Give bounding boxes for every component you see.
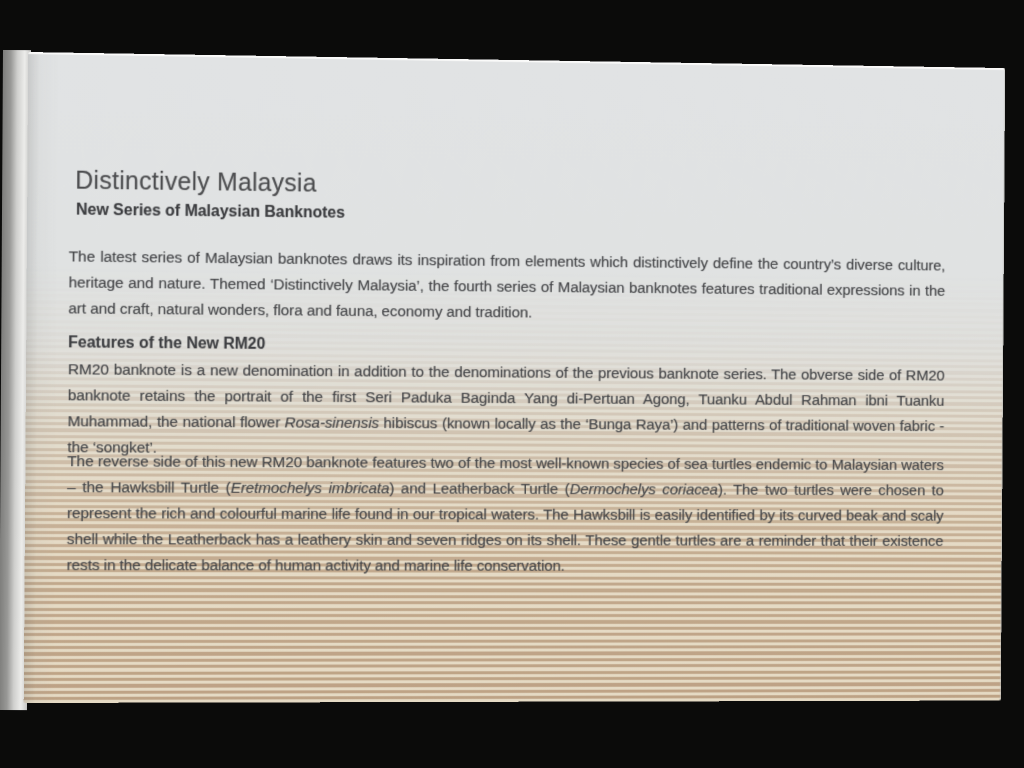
paragraph-text <box>66 449 943 580</box>
paragraph-text <box>68 244 945 329</box>
text-segment: RM20 banknote is a new denomination in addition to the denominations of the previous banknote series. The obverse side of RM20 banknote retains the portrait of the first Seri Paduka Baginda Yang di-Pertuan Agong, Tuanku Abdul Rahman ibni Tuanku Muhammad, the national flower <box>67 361 945 432</box>
text-segment: ) and Leatherback Turtle ( <box>389 480 570 498</box>
species-name-italic: Dermochelys coriacea <box>569 481 718 499</box>
section-features-rm20 <box>67 331 944 465</box>
text-segment: ). The two turtles were chosen to represent the rich and colourful marine life found in our tropical waters. The Hawksbill is easily identified by its curved beak and scaly shell while the Leatherback has a leathery skin and seven ridges on its shell. These gentle turtles are a reminder that their existence rests in the delicate balance of human activity and marine life conservation. <box>66 481 944 575</box>
booklet-page <box>24 52 1005 703</box>
text-segment: The latest series of Malaysian banknotes draws its inspiration from elements which distinctively define the country’s diverse culture, heritage and nature. Themed ‘Distinctively Malaysia’, the fourth series of Malaysian banknotes features traditional expressions in the art and craft, natural wonders, flora and fauna, economy and tradition. <box>68 248 946 322</box>
text-segment: The reverse side of this new RM20 banknote features two of the most well-known species of sea turtles endemic to Malaysian waters – the Hawksbill Turtle ( <box>67 453 944 497</box>
paragraph-reverse-side <box>66 449 943 580</box>
text-segment: hibiscus (known locally as the ‘Bunga Raya’) and patterns of traditional woven fabric - the ‘songket’. <box>67 415 945 457</box>
paragraph-intro <box>68 244 945 329</box>
page-subtitle: New Series of Malaysian Banknotes <box>75 201 345 222</box>
page-content <box>24 54 1005 703</box>
species-name-italic: Eretmochelys imbricata <box>230 479 390 498</box>
page-title: Distinctively Malaysia <box>75 166 317 198</box>
species-name-italic: Rosa-sinensis <box>284 414 379 432</box>
section-heading: Features of the New RM20 <box>68 334 266 353</box>
